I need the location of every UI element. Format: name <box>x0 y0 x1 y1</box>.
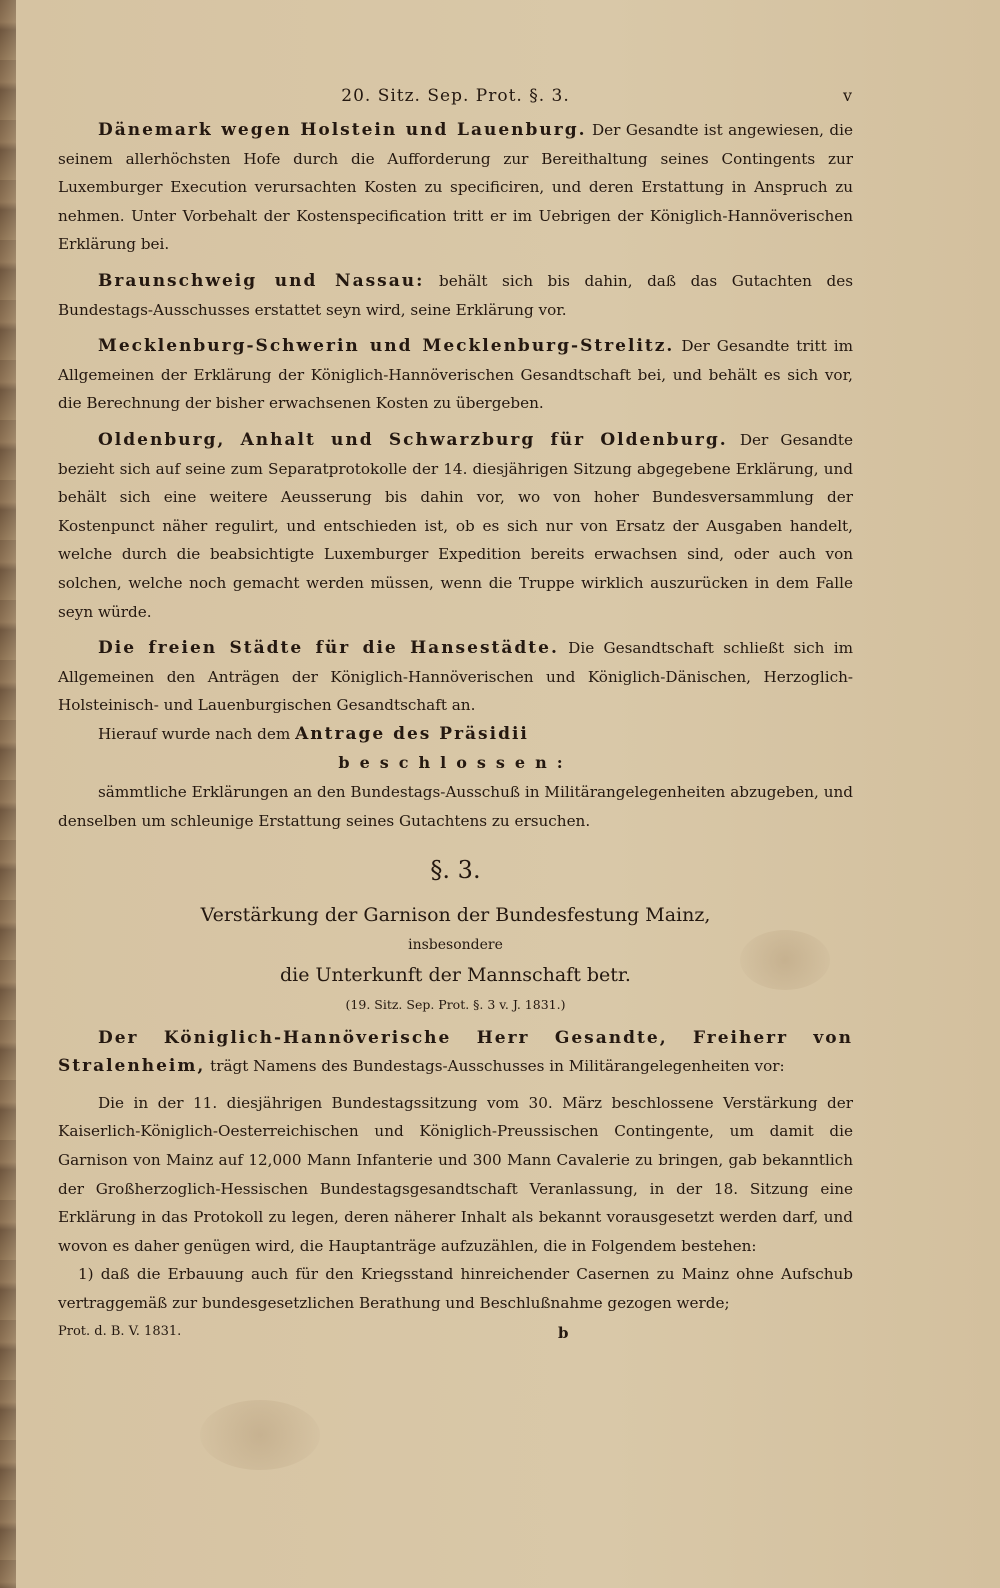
paragraph-text: Der Gesandte tritt im Allgemeinen der Erklärung der Königlich-Hannöverischen Gesandtschaft bei, und behält es sich vor, die Berechnung der bisher erwachsenen Kosten zu übergeben. <box>58 337 853 413</box>
paragraph-text: Hierauf wurde nach dem <box>98 724 291 743</box>
paragraph-text: Die Gesandtschaft schließt sich im Allgemeinen den Anträgen der Königlich-Hannöverischen und Königlich-Dänischen, Herzoglich-Holsteinisch- und Lauenburgischen Gesandtschaft an. <box>58 639 853 715</box>
section-title-continued: die Unterkunft der Mannschaft betr. <box>280 963 631 986</box>
footer-reference: Prot. d. B. V. 1831. <box>58 1323 182 1339</box>
speaker-freie-staedte: Die freien Städte für die Hansestädte. <box>98 638 559 659</box>
paragraph-text: trägt Namens des Bundestags-Ausschusses in Militärangelegenheiten vor: <box>210 1057 785 1076</box>
paragraph-stralenheim <box>58 1024 853 1081</box>
paragraph-beschluss: sämmtliche Erklärungen an den Bundestags-Ausschuß in Militärangelegenheiten abzugeben, und denselben um schleunige Erstattung seines Gutachtens zu ersuchen. <box>58 783 853 831</box>
page-content <box>58 86 853 1350</box>
signature-mark: b <box>558 1323 569 1342</box>
decision-heading: beschlossen: <box>338 753 573 773</box>
paper-stain <box>200 1400 320 1470</box>
running-header <box>58 86 853 116</box>
page-number: v <box>842 86 853 105</box>
paragraph-braunschweig <box>58 267 853 324</box>
speaker-braunschweig: Braunschweig und Nassau: <box>98 270 425 291</box>
speaker-stralenheim: Der Königlich-Hannöverische Herr Gesandte, Freiherr von Stralenheim, <box>58 1027 853 1077</box>
paragraph-oldenburg <box>58 426 853 626</box>
paragraph-verstaerkung: Die in der 11. diesjährigen Bundestagssitzung vom 30. März beschlossene Verstärkung der Kaiserlich-Königlich-Oesterreichischen und Königlich-Preussischen Contingente, um damit die Garnison von Mainz auf 12,000 Mann Infanterie und 300 Mann Cavalerie zu bringen, gab bekanntlich der Großherzoglich-Hessischen Bundestagsgesandtschaft Veranlassung, in der 18. Sitzung eine Erklärung in das Protokoll zu legen, deren näherer Inhalt als bekannt vorausgesetzt werden darf, und wovon es daher genügen wird, die Hauptanträge aufzuzählen, die in Folgendem bestehen: <box>58 1093 853 1255</box>
paragraph-text: Der Gesandte ist angewiesen, die seinem allerhöchsten Hofe durch die Aufforderung zur Bereithaltung seines Contingents zur Luxemburger Execution verursachten Kosten zu specificiren, und deren Erstattung in Anspruch zu nehmen. Unter Vorbehalt der Kostenspecification tritt er im Uebrigen der Königlich-Hannöverischen Erklärung bei. <box>58 121 853 254</box>
section-reference: (19. Sitz. Sep. Prot. §. 3 v. J. 1831.) <box>345 996 566 1012</box>
book-binding-edge <box>0 0 16 1588</box>
speaker-daenemark: Dänemark wegen Holstein und Lauenburg. <box>98 120 587 140</box>
paragraph-text: behält sich bis dahin, daß das Gutachten des Bundestags-Ausschusses erstattet seyn wird, seine Erklärung vor. <box>58 271 854 319</box>
paragraph-antrag <box>58 720 853 749</box>
antrag-praesidii: Antrage des Präsidii <box>295 723 529 744</box>
list-item: 1) daß die Erbauung auch für den Kriegsstand hinreichender Casernen zu Mainz ohne Aufschub vertraggemäß zur bundesgesetzlichen Berathung und Beschlußnahme gezogen werde; <box>58 1265 853 1312</box>
paragraph-text: Der Gesandte bezieht sich auf seine zum Separatprotokolle der 14. diesjährigen Sitzung abgegebene Erklärung, und behält sich eine weitere Aeusserung bis dahin vor, wo von hoher Bundesversammlung der Kostenpunct näher regulirt, und entschieden ist, ob es sich nur von Ersatz der Ausgaben handelt, welche durch die beabsichtigte Luxemburger Expedition bereits erwachsen sind, oder auch von solchen, welche noch gemacht werden müssen, wenn die Truppe wirklich auszurücken in dem Falle seyn würde. <box>58 430 853 621</box>
paragraph-mecklenburg <box>58 332 853 418</box>
section-number: §. 3. <box>430 855 481 884</box>
running-title: 20. Sitz. Sep. Prot. §. 3. <box>341 86 570 106</box>
section-title: Verstärkung der Garnison der Bundesfestung Mainz, <box>200 903 711 926</box>
page-footer <box>58 1324 853 1350</box>
speaker-oldenburg: Oldenburg, Anhalt und Schwarzburg für Oldenburg. <box>98 429 728 450</box>
speaker-mecklenburg: Mecklenburg-Schwerin und Mecklenburg-Strelitz. <box>98 336 675 357</box>
section-subtitle: insbesondere <box>408 936 503 953</box>
paragraph-daenemark <box>58 116 853 259</box>
paragraph-freie-staedte <box>58 634 853 720</box>
